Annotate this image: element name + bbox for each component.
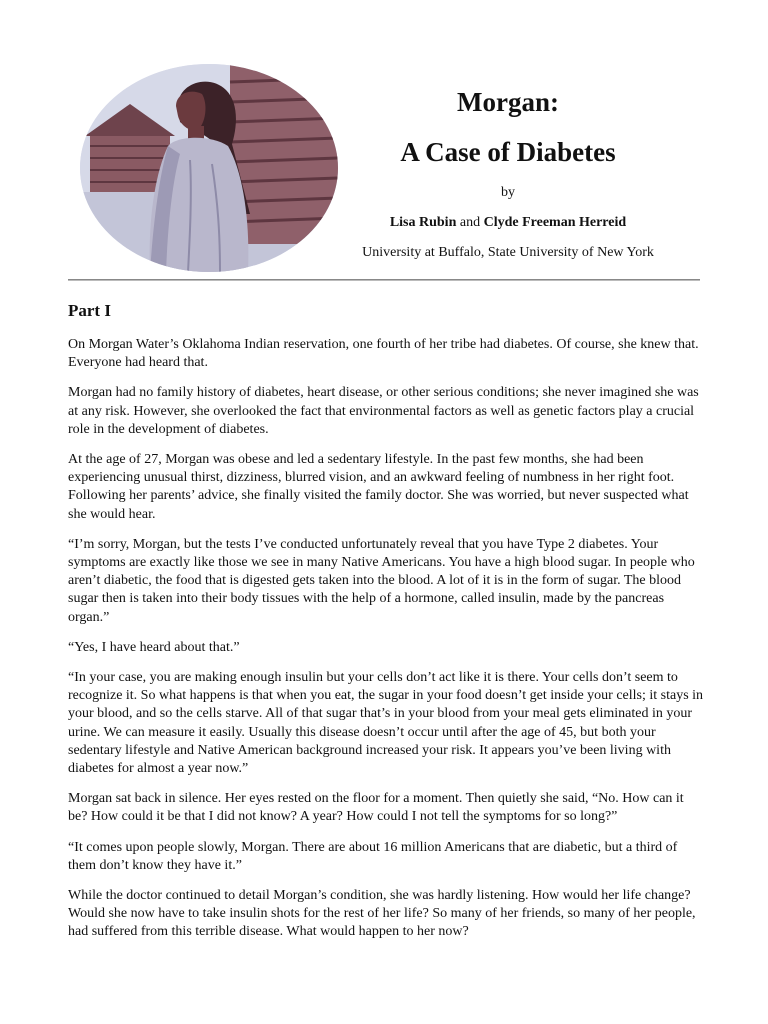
document-header	[68, 62, 700, 280]
woman-portrait-image	[80, 64, 338, 272]
author-2: Clyde Freeman Herreid	[483, 215, 627, 230]
section-heading: Part I	[68, 301, 111, 320]
author-list	[338, 214, 678, 232]
document-title-line-2: A Case of Diabetes	[400, 137, 616, 167]
author-joiner: and	[459, 215, 481, 230]
paragraph-9: While the doctor continued to detail Morgan’s condition, she was hardly listening. How would her life change? Would she now have to take insulin shots for the rest of her life? So many of her friends, so many of her people, had suffered from this terrible disease. What would happen to her now?	[68, 888, 696, 940]
paragraph-1: On Morgan Water’s Oklahoma Indian reservation, one fourth of her tribe had diabetes. Of course, she knew that. Everyone had heard that.	[68, 337, 699, 371]
byline: by	[501, 185, 515, 200]
paragraph-3: At the age of 27, Morgan was obese and led a sedentary lifestyle. In the past few months, she had been experiencing unusual thirst, dizziness, blurred vision, and an awkward feeling of numbness in her right foot. Following her parents’ advice, she finally visited the family doctor. She was worried, but never suspected what she would hear.	[68, 452, 689, 522]
affiliation: University at Buffalo, State University of New York	[362, 245, 654, 260]
cover-photo	[80, 64, 338, 272]
author-1: Lisa Rubin	[389, 215, 457, 230]
paragraph-7: Morgan sat back in silence. Her eyes rested on the floor for a moment. Then quietly she said, “No. How can it be? How could it be that I did not know? A year? How could I not tell the symptoms for so long?”	[68, 791, 684, 825]
paragraph-8: “It comes upon people slowly, Morgan. There are about 16 million Americans that are diabetic, but a third of them don’t know they have it.”	[68, 839, 678, 873]
paragraph-2: Morgan had no family history of diabetes, heart disease, or other serious conditions; she never imagined she was at any risk. However, she overlooked the fact that environmental factors as well as genetic factors play a crucial role in the development of diabetes.	[68, 385, 699, 437]
title-block	[338, 86, 678, 262]
header-divider	[68, 279, 700, 281]
document-body	[68, 300, 704, 954]
document-title-line-1: Morgan:	[457, 87, 559, 117]
paragraph-5: “Yes, I have heard about that.”	[68, 639, 240, 655]
paragraph-4: “I’m sorry, Morgan, but the tests I’ve conducted unfortunately reveal that you have Type 2 diabetes. Your symptoms are exactly like those we see in many Native Americans. You have a high blood sugar. In people who aren’t diabetic, the food that is digested gets taken into the blood. A lot of it is in the form of sugar. The blood sugar then is taken into their body tissues with the help of a hormone, called insulin, made by the pancreas organ.”	[68, 536, 695, 625]
paragraph-6: “In your case, you are making enough insulin but your cells don’t act like it is there. Your cells don’t seem to recognize it. So what happens is that when you eat, the sugar in your food doesn’t get inside your cells; it stays in your blood, and so the cells starve. All of that sugar that’s in your blood from your meal gets eliminated in your urine. We can measure it easily. Usually this disease doesn’t occur until after the age of 45, but both your sedentary lifestyle and Native American background increased your risk. It appears you’ve been living with diabetes for almost a year now.”	[68, 670, 704, 777]
